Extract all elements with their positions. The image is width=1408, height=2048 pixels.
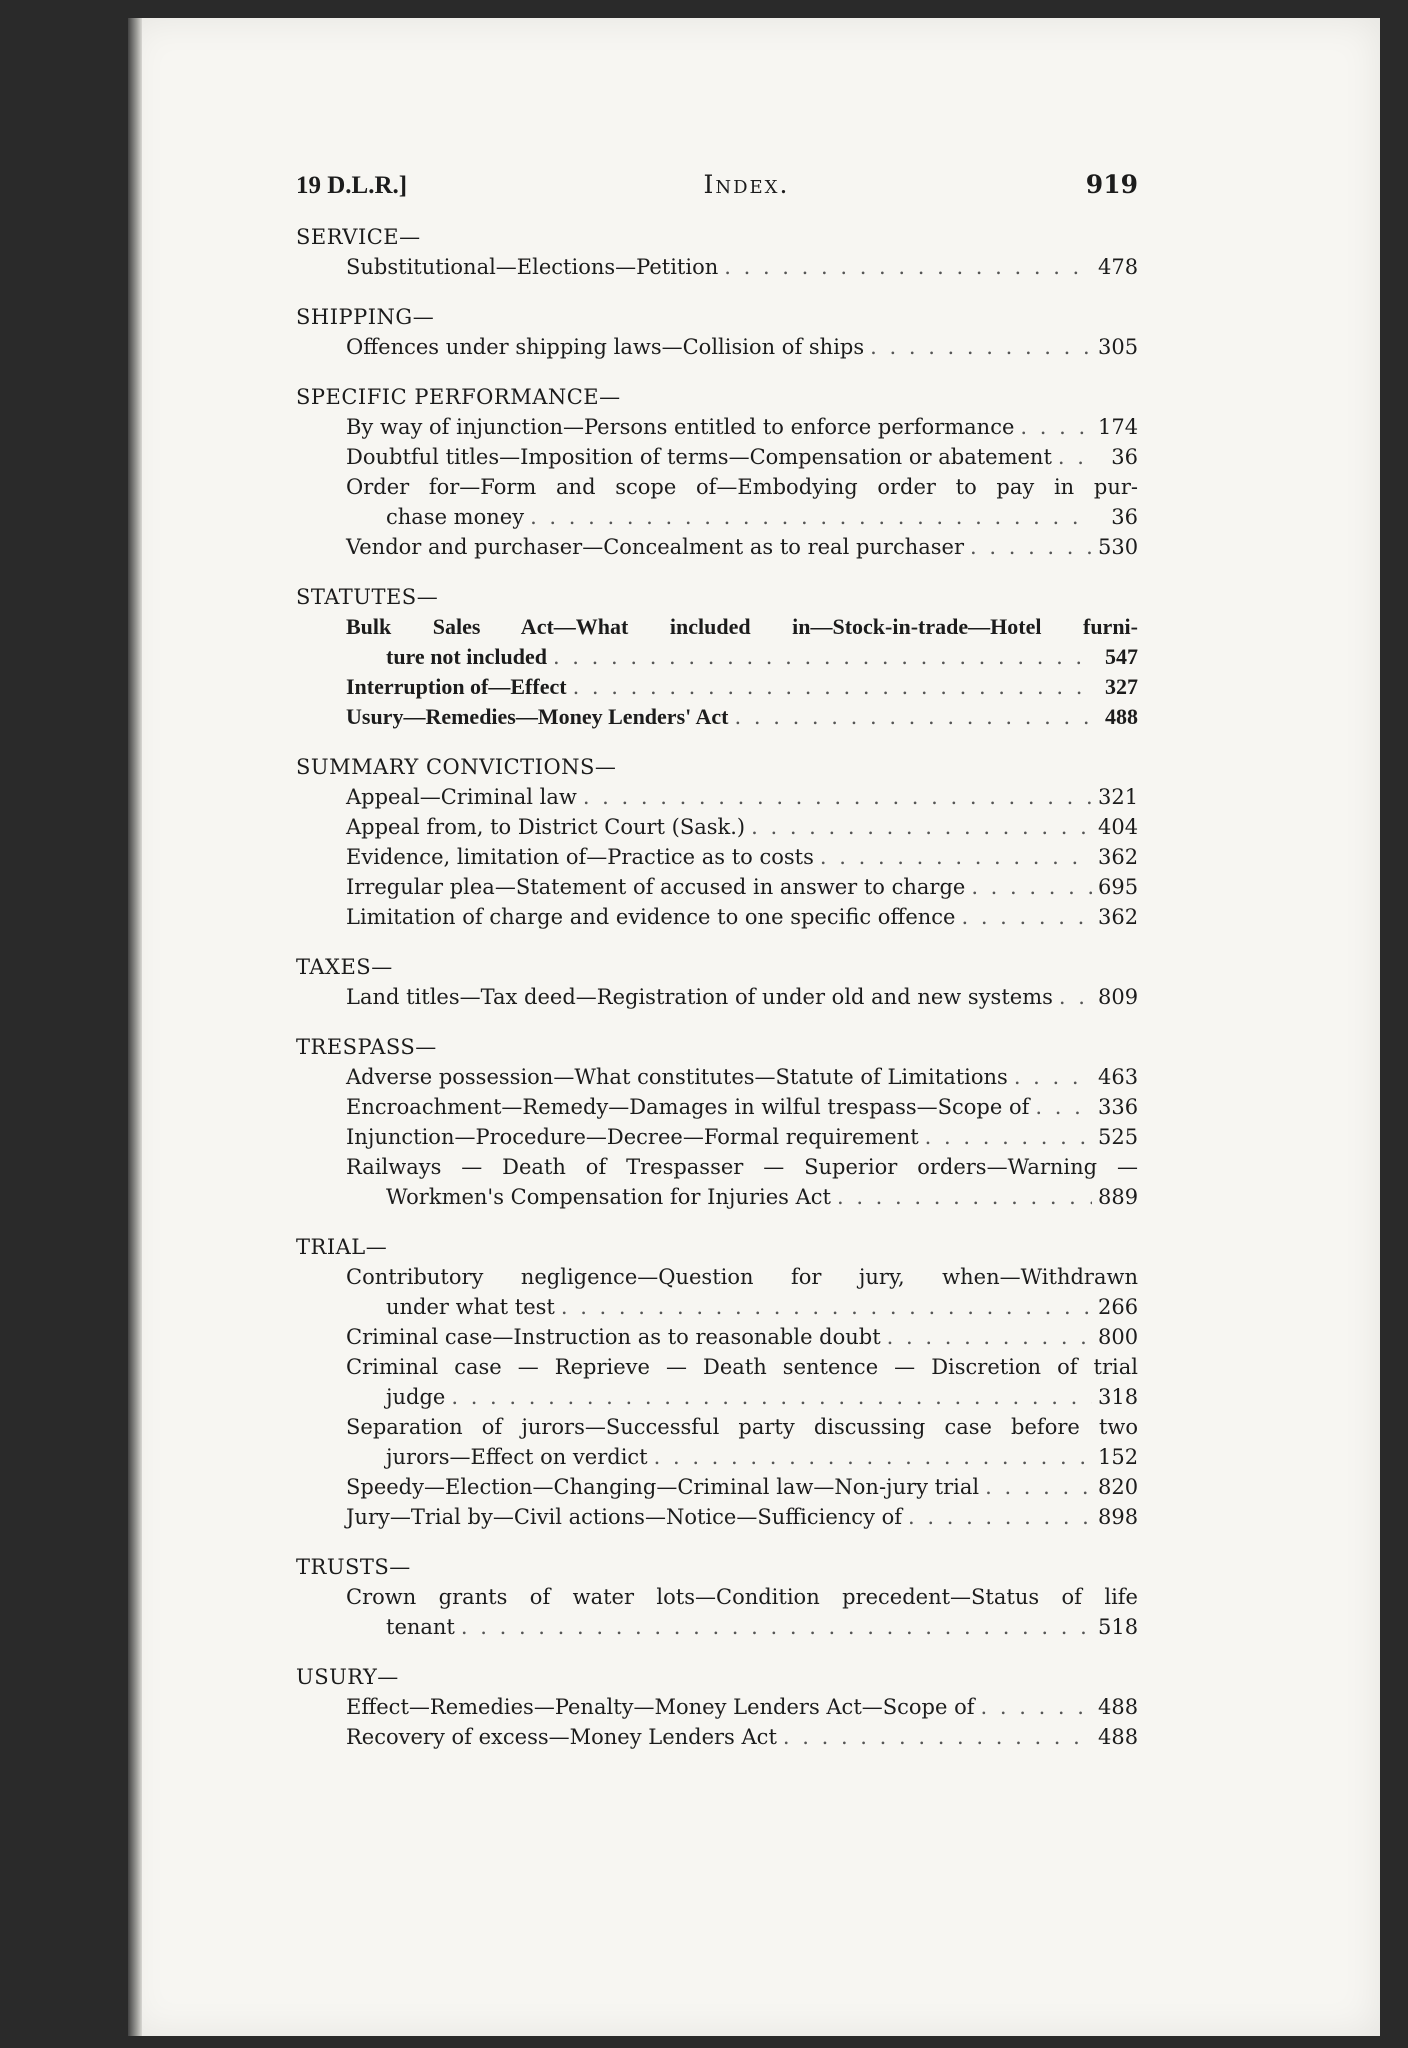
entry-page-number: 809 bbox=[1098, 985, 1139, 1009]
entry-text: chase money bbox=[386, 505, 525, 529]
page-title: Index. bbox=[703, 170, 790, 199]
index-entry bbox=[296, 1122, 1138, 1152]
entry-page-number: 478 bbox=[1098, 255, 1139, 279]
entry-text: By way of injunction—Persons entitled to enforce performance bbox=[346, 415, 1015, 439]
entry-first-line: Separation of jurors—Successful party discussing case before two bbox=[346, 1415, 1138, 1439]
index-entry bbox=[296, 702, 1138, 732]
index-entry bbox=[296, 1502, 1138, 1532]
index-sections bbox=[296, 222, 1138, 1752]
index-entry bbox=[296, 1472, 1138, 1502]
entry-first-line: Order for—Form and scope of—Embodying order to pay in pur- bbox=[346, 475, 1138, 499]
dot-leader bbox=[1014, 1062, 1092, 1092]
index-entry bbox=[296, 1412, 1138, 1472]
entry-text: under what test bbox=[386, 1295, 555, 1319]
book-spine-shadow bbox=[128, 18, 142, 2036]
index-entry bbox=[296, 1322, 1138, 1352]
entry-first-line: Railways — Death of Trespasser — Superior orders—Warning — bbox=[346, 1155, 1138, 1179]
index-section bbox=[296, 222, 1138, 282]
running-header bbox=[296, 170, 1138, 206]
index-entry bbox=[296, 872, 1138, 902]
index-entry bbox=[296, 612, 1138, 672]
dot-leader bbox=[583, 782, 1092, 812]
index-entry bbox=[296, 1582, 1138, 1642]
entry-text: Speedy—Election—Changing—Criminal law—Non-jury trial bbox=[346, 1475, 980, 1499]
section-heading: SUMMARY CONVICTIONS— bbox=[296, 755, 617, 779]
index-entry bbox=[296, 1092, 1138, 1122]
index-entry bbox=[296, 1692, 1138, 1722]
index-section bbox=[296, 752, 1138, 932]
dot-leader bbox=[1059, 982, 1092, 1012]
index-section bbox=[296, 952, 1138, 1012]
entry-page-number: 321 bbox=[1098, 785, 1139, 809]
entry-page-number: 266 bbox=[1098, 1295, 1139, 1319]
entry-page-number: 820 bbox=[1098, 1475, 1139, 1499]
index-entry bbox=[296, 332, 1138, 362]
dot-leader bbox=[530, 502, 1092, 532]
dot-leader bbox=[1035, 1092, 1092, 1122]
entry-page-number: 362 bbox=[1098, 905, 1139, 929]
index-entry bbox=[296, 532, 1138, 562]
page-number: 919 bbox=[1085, 170, 1138, 199]
entry-page-number: 36 bbox=[1111, 445, 1138, 469]
entry-text: Land titles—Tax deed—Registration of under old and new systems bbox=[346, 985, 1053, 1009]
entry-text: Interruption of—Effect bbox=[346, 674, 567, 699]
entry-page-number: 318 bbox=[1098, 1385, 1139, 1409]
entry-page-number: 488 bbox=[1098, 1725, 1139, 1749]
entry-first-line: Contributory negligence—Question for jury, when—Withdrawn bbox=[346, 1265, 1138, 1289]
dot-leader bbox=[837, 1182, 1092, 1212]
dot-leader bbox=[724, 252, 1092, 282]
dot-leader bbox=[783, 1722, 1092, 1752]
index-entry bbox=[296, 842, 1138, 872]
index-entry bbox=[296, 1722, 1138, 1752]
dot-leader bbox=[981, 1692, 1092, 1722]
entry-text: Evidence, limitation of—Practice as to costs bbox=[346, 845, 814, 869]
section-heading: SHIPPING— bbox=[296, 305, 435, 329]
dot-leader bbox=[887, 1322, 1092, 1352]
entry-first-line: Bulk Sales Act—What included in—Stock-in-trade—Hotel furni- bbox=[346, 614, 1138, 639]
index-section bbox=[296, 382, 1138, 562]
index-entry bbox=[296, 1262, 1138, 1322]
entry-page-number: 174 bbox=[1098, 415, 1139, 439]
entry-page-number: 404 bbox=[1098, 815, 1139, 839]
index-entry bbox=[296, 1152, 1138, 1212]
index-page-content bbox=[296, 170, 1138, 1772]
dot-leader bbox=[735, 702, 1092, 732]
entry-text: Appeal from, to District Court (Sask.) bbox=[346, 815, 746, 839]
index-entry bbox=[296, 1062, 1138, 1092]
index-entry bbox=[296, 982, 1138, 1012]
dot-leader bbox=[985, 1472, 1092, 1502]
index-entry bbox=[296, 412, 1138, 442]
section-heading: TRIAL— bbox=[296, 1235, 388, 1259]
entry-page-number: 362 bbox=[1098, 845, 1139, 869]
dot-leader bbox=[561, 1292, 1092, 1322]
dot-leader bbox=[1020, 412, 1092, 442]
entry-first-line: Criminal case — Reprieve — Death sentence — Discretion of trial bbox=[346, 1355, 1138, 1379]
index-section bbox=[296, 302, 1138, 362]
entry-text: Limitation of charge and evidence to one specific offence bbox=[346, 905, 956, 929]
index-section bbox=[296, 1232, 1138, 1532]
dot-leader bbox=[751, 812, 1092, 842]
section-heading: USURY— bbox=[296, 1665, 399, 1689]
entry-page-number: 336 bbox=[1098, 1095, 1139, 1119]
entry-page-number: 463 bbox=[1098, 1065, 1139, 1089]
entry-text: Doubtful titles—Imposition of terms—Compensation or abatement bbox=[346, 445, 1052, 469]
section-heading: TRESPASS— bbox=[296, 1035, 437, 1059]
dot-leader bbox=[461, 1612, 1092, 1642]
dot-leader bbox=[970, 532, 1092, 562]
entry-text: Effect—Remedies—Penalty—Money Lenders Act—Scope of bbox=[346, 1695, 975, 1719]
entry-page-number: 530 bbox=[1098, 535, 1139, 559]
entry-page-number: 488 bbox=[1098, 1695, 1139, 1719]
dot-leader bbox=[573, 672, 1092, 702]
index-entry bbox=[296, 902, 1138, 932]
entry-text: Offences under shipping laws—Collision of ships bbox=[346, 335, 865, 359]
dot-leader bbox=[971, 872, 1092, 902]
index-entry bbox=[296, 782, 1138, 812]
dot-leader bbox=[451, 1382, 1092, 1412]
dot-leader bbox=[961, 902, 1092, 932]
section-heading: SERVICE— bbox=[296, 225, 421, 249]
entry-text: Injunction—Procedure—Decree—Formal requirement bbox=[346, 1125, 919, 1149]
entry-text: tenant bbox=[386, 1615, 455, 1639]
entry-page-number: 889 bbox=[1098, 1185, 1139, 1209]
entry-page-number: 525 bbox=[1098, 1125, 1139, 1149]
entry-text: Vendor and purchaser—Concealment as to real purchaser bbox=[346, 535, 965, 559]
entry-page-number: 488 bbox=[1105, 704, 1138, 729]
section-heading: TAXES— bbox=[296, 955, 393, 979]
entry-page-number: 898 bbox=[1098, 1505, 1139, 1529]
entry-text: Recovery of excess—Money Lenders Act bbox=[346, 1725, 777, 1749]
entry-text: Substitutional—Elections—Petition bbox=[346, 255, 719, 279]
dot-leader bbox=[908, 1502, 1092, 1532]
volume-reference: 19 D.L.R.] bbox=[296, 172, 408, 199]
dot-leader bbox=[870, 332, 1092, 362]
entry-text: Jury—Trial by—Civil actions—Notice—Sufficiency of bbox=[346, 1505, 903, 1529]
entry-page-number: 518 bbox=[1098, 1615, 1139, 1639]
index-entry bbox=[296, 812, 1138, 842]
entry-text: Adverse possession—What constitutes—Statute of Limitations bbox=[346, 1065, 1008, 1089]
entry-page-number: 36 bbox=[1111, 505, 1138, 529]
index-section bbox=[296, 1032, 1138, 1212]
entry-text: jurors—Effect on verdict bbox=[386, 1445, 648, 1469]
dot-leader bbox=[654, 1442, 1092, 1472]
index-section bbox=[296, 1552, 1138, 1642]
entry-text: Appeal—Criminal law bbox=[346, 785, 577, 809]
dot-leader bbox=[820, 842, 1092, 872]
entry-text: ture not included bbox=[386, 644, 547, 669]
entry-page-number: 800 bbox=[1098, 1325, 1139, 1349]
entry-text: Workmen's Compensation for Injuries Act bbox=[386, 1185, 831, 1209]
index-entry bbox=[296, 442, 1138, 472]
dot-leader bbox=[925, 1122, 1092, 1152]
index-entry bbox=[296, 472, 1138, 532]
section-heading: STATUTES— bbox=[296, 585, 439, 609]
entry-page-number: 305 bbox=[1098, 335, 1139, 359]
entry-page-number: 695 bbox=[1098, 875, 1139, 899]
entry-text: Encroachment—Remedy—Damages in wilful trespass—Scope of bbox=[346, 1095, 1030, 1119]
index-section bbox=[296, 582, 1138, 732]
entry-page-number: 327 bbox=[1105, 674, 1138, 699]
index-entry bbox=[296, 1352, 1138, 1412]
entry-page-number: 152 bbox=[1098, 1445, 1139, 1469]
dot-leader bbox=[553, 642, 1092, 672]
entry-text: Irregular plea—Statement of accused in answer to charge bbox=[346, 875, 966, 899]
section-heading: SPECIFIC PERFORMANCE— bbox=[296, 385, 621, 409]
index-entry bbox=[296, 252, 1138, 282]
dot-leader bbox=[1058, 442, 1092, 472]
section-heading: TRUSTS— bbox=[296, 1555, 411, 1579]
entry-page-number: 547 bbox=[1105, 644, 1138, 669]
entry-text: Criminal case—Instruction as to reasonable doubt bbox=[346, 1325, 881, 1349]
index-section bbox=[296, 1662, 1138, 1752]
entry-first-line: Crown grants of water lots—Condition precedent—Status of life bbox=[346, 1585, 1138, 1609]
entry-text: Usury—Remedies—Money Lenders' Act bbox=[346, 704, 729, 729]
entry-text: judge bbox=[386, 1385, 446, 1409]
index-entry bbox=[296, 672, 1138, 702]
